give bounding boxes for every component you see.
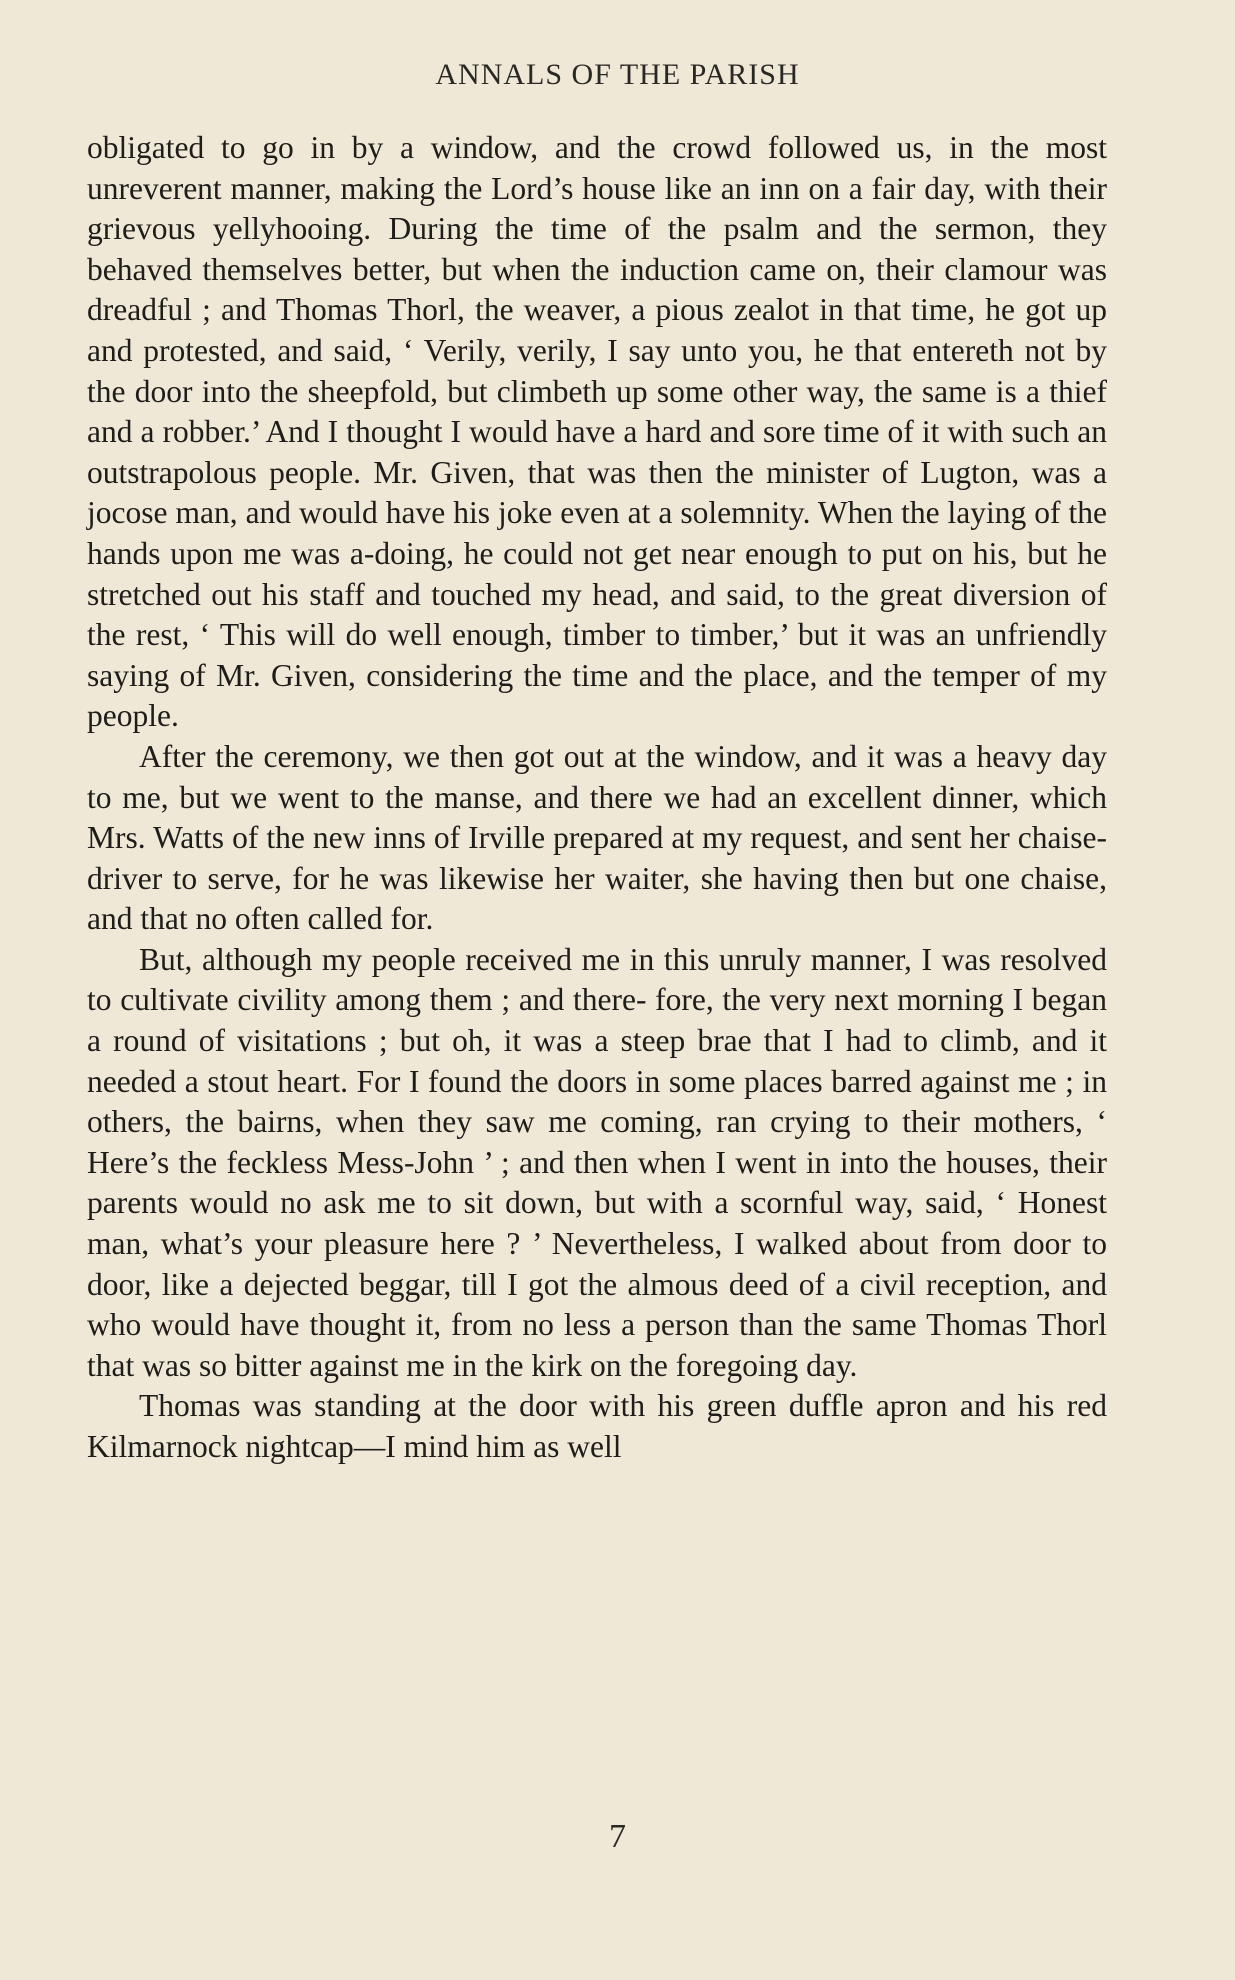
paragraph-visitations: But, although my people received me in this unruly manner, I was resolved to cultivate civility among them ; and there- fore, the very next morning I began a round of visitations ; but oh, it was a steep brae that I had to climb, and it needed a stout heart. For I found the doors in some places barred against me ; in others, the bairns, when they saw me coming, ran crying to their mothers, ‘ Here’s the feckless Mess-John ’ ; and then when I went in into the houses, their parents would no ask me to sit down, but with a scornful way, said, ‘ Honest man, what’s your pleasure here ? ’ Nevertheless, I walked about from door to door, like a dejected beggar, till I got the almous deed of a civil reception, and who would have thought it, from no less a person than the same Thomas Thorl that was so bitter against me in the kirk on the foregoing day. <box>87 941 1107 1383</box>
paragraph-ceremony: After the ceremony, we then got out at the window, and it was a heavy day to me, but we went to the manse, and there we had an excellent dinner, which Mrs. Watts of the new inns of Irville prepared at my request, and sent her chaise-driver to serve, for he was likewise her waiter, she having then but one chaise, and that no often called for. <box>87 738 1107 937</box>
page-number: 7 <box>609 1818 626 1855</box>
paragraph-thomas: Thomas was standing at the door with his green duffle apron and his red Kilmarnock nightcap—I mind him as well <box>87 1388 1107 1464</box>
body-text <box>87 128 1107 1468</box>
running-head-title: ANNALS OF THE PARISH <box>435 58 800 91</box>
paragraph-continued: obligated to go in by a window, and the crowd followed us, in the most unreverent manner, making the Lord’s house like an inn on a fair day, with their grievous yellyhooing. During the time of the psalm and the sermon, they behaved themselves better, but when the induction came on, their clamour was dreadful ; and Thomas Thorl, the weaver, a pious zealot in that time, he got up and protested, and said, ‘ Verily, verily, I say unto you, he that entereth not by the door into the sheepfold, but climbeth up some other way, the same is a thief and a robber.’ And I thought I would have a hard and sore time of it with such an outstrapolous people. Mr. Given, that was then the minister of Lugton, was a jocose man, and would have his joke even at a solemnity. When the laying of the hands upon me was a-doing, he could not get near enough to put on his, but he stretched out his staff and touched my head, and said, to the great diversion of the rest, ‘ This will do well enough, timber to timber,’ but it was an unfriendly saying of Mr. Given, considering the time and the place, and the temper of my people. <box>87 130 1107 734</box>
